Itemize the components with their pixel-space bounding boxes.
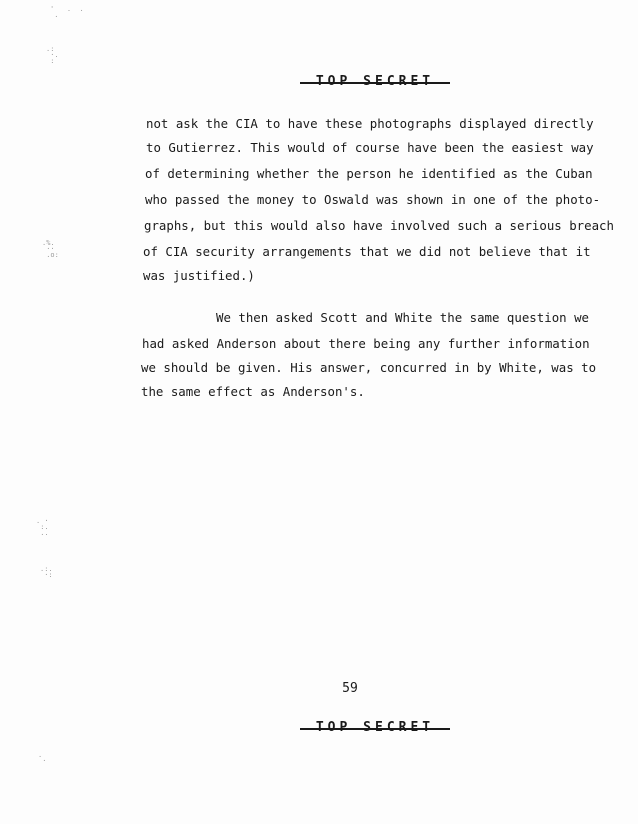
- body-line: had asked Anderson about there being any further information: [142, 336, 590, 351]
- scan-speck: .:. ·:: [40, 565, 53, 579]
- page-number: 59: [342, 681, 358, 696]
- strikethrough-line: [300, 82, 450, 84]
- body-line: to Gutierrez. This would of course have been the easiest way: [146, 140, 594, 155]
- body-line: We then asked Scott and White the same question we: [216, 310, 589, 325]
- body-line: we should be given. His answer, concurred in by White, was to: [141, 360, 597, 375]
- scan-speck: .: ·. :: [46, 45, 59, 65]
- body-line: who passed the money to Oswald was shown in one of the photo-: [145, 192, 601, 207]
- body-line: the same effect as Anderson's.: [141, 384, 365, 399]
- scan-speck: . ·: [38, 751, 47, 765]
- scan-speck: . · :. ..: [36, 517, 49, 537]
- classification-marking-top: [300, 74, 450, 89]
- classification-marking-bottom: [300, 720, 450, 735]
- body-line: not ask the CIA to have these photographs displayed directly: [146, 116, 594, 131]
- strikethrough-line: [300, 728, 450, 730]
- body-line: of CIA security arrangements that we did not believe that it: [143, 244, 591, 259]
- body-line: was justified.): [143, 268, 255, 283]
- body-line: of determining whether the person he identified as the Cuban: [145, 166, 593, 181]
- scan-speck: .%. ·· .o:: [42, 239, 59, 259]
- scan-speck: ' . . .: [50, 5, 84, 19]
- body-line: graphs, but this would also have involved such a serious breach: [144, 218, 614, 233]
